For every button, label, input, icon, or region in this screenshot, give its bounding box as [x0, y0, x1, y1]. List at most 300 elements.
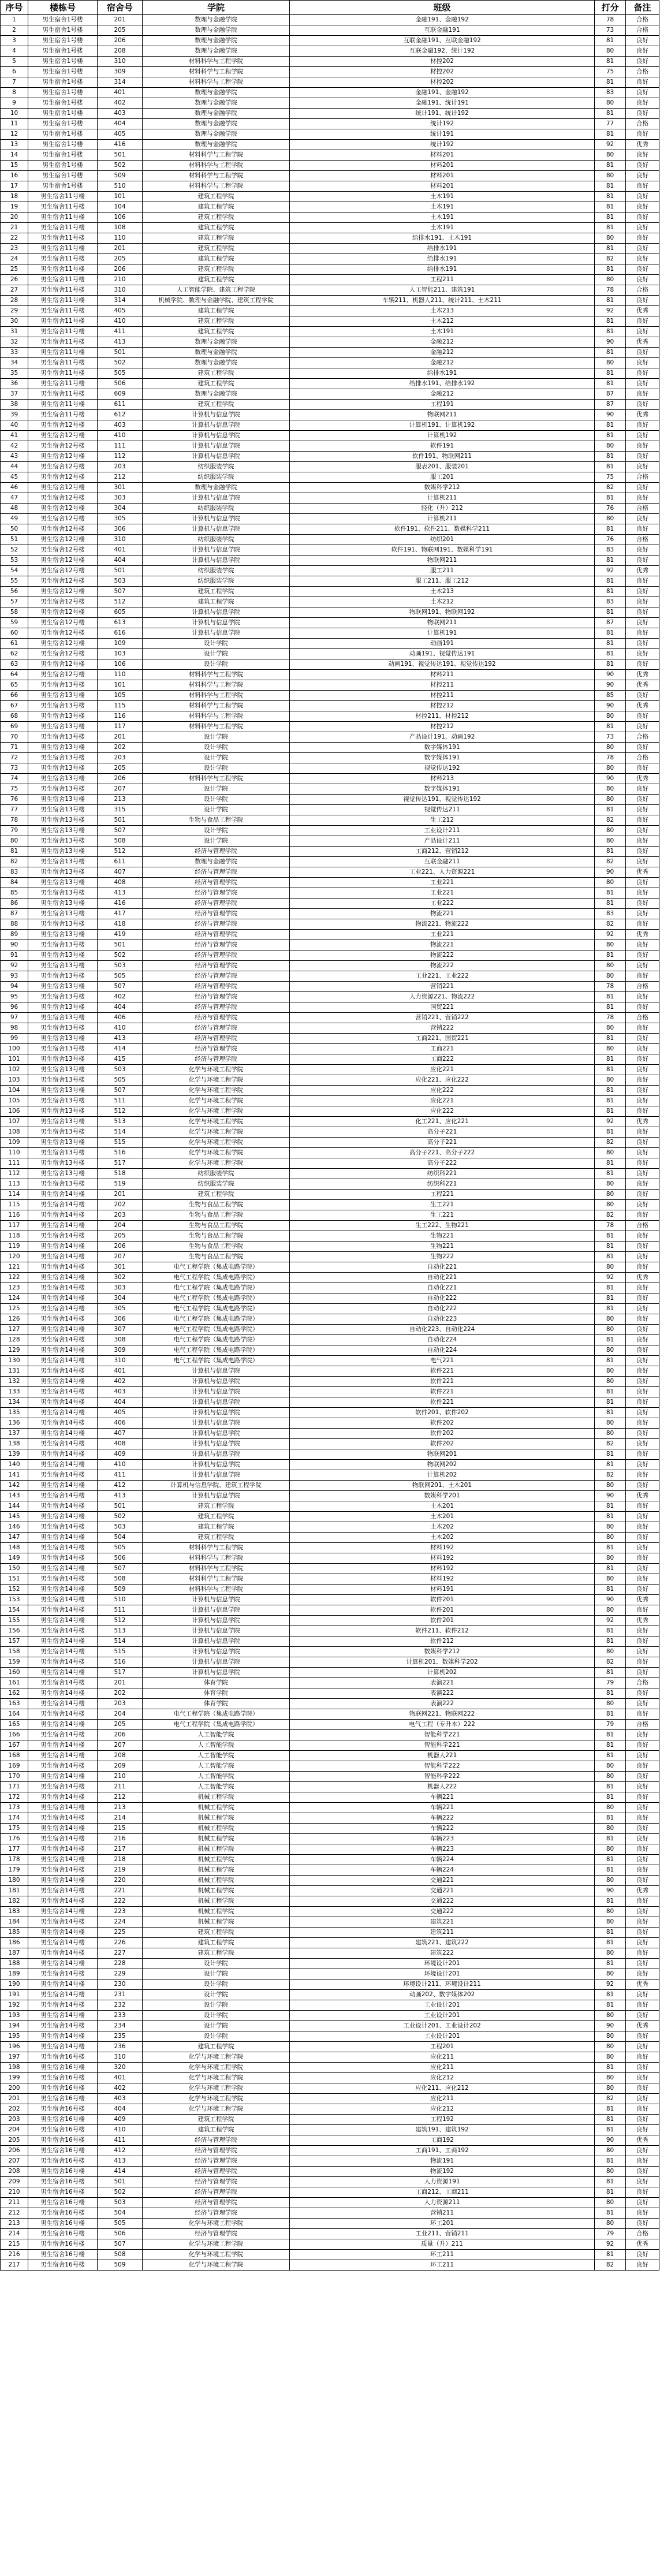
cell-college: 材料科学与工程学院 — [143, 680, 290, 691]
cell-college: 计算机与信息学院 — [143, 1605, 290, 1616]
cell-class: 工程221 — [290, 1190, 595, 1200]
cell-score: 82 — [595, 919, 626, 930]
cell-serial-number: 162 — [1, 1688, 28, 1699]
cell-class: 统计191、统计192 — [290, 109, 595, 119]
cell-score: 92 — [595, 566, 626, 576]
cell-remark: 良好 — [626, 836, 659, 847]
cell-building: 男生宿舍12号楼 — [28, 441, 98, 452]
cell-class: 计算机202 — [290, 1668, 595, 1678]
cell-building: 男生宿舍13号楼 — [28, 1138, 98, 1148]
cell-class: 材料192 — [290, 1564, 595, 1574]
cell-remark: 良好 — [626, 171, 659, 181]
cell-building: 男生宿舍14号楼 — [28, 1501, 98, 1512]
cell-class: 材料201 — [290, 171, 595, 181]
table-row — [1, 1564, 659, 1574]
cell-remark: 优秀 — [626, 701, 659, 711]
cell-room: 224 — [98, 1917, 143, 1928]
cell-remark: 良好 — [626, 1262, 659, 1273]
cell-room: 401 — [98, 88, 143, 98]
cell-college: 数理与金融学院 — [143, 857, 290, 867]
table-row — [1, 192, 659, 202]
cell-serial-number: 87 — [1, 909, 28, 919]
cell-room: 509 — [98, 2260, 143, 2271]
cell-room: 503 — [98, 961, 143, 971]
cell-class: 给排水191 — [290, 368, 595, 379]
table-row — [1, 1761, 659, 1772]
cell-college: 数理与金融学院 — [143, 389, 290, 400]
cell-room: 303 — [98, 493, 143, 504]
cell-serial-number: 22 — [1, 233, 28, 244]
cell-class: 环境设计201 — [290, 1959, 595, 1969]
cell-score: 81 — [595, 1751, 626, 1761]
cell-college: 计算机与信息学院 — [143, 1595, 290, 1605]
cell-college: 电气工程学院（集成电路学院） — [143, 1314, 290, 1325]
table-row — [1, 691, 659, 701]
cell-room: 408 — [98, 1439, 143, 1449]
cell-room: 413 — [98, 337, 143, 348]
cell-serial-number: 136 — [1, 1418, 28, 1429]
cell-remark: 良好 — [626, 431, 659, 441]
cell-room: 503 — [98, 1065, 143, 1075]
cell-score: 80 — [595, 2052, 626, 2063]
cell-class: 金融212 — [290, 389, 595, 400]
cell-college: 建筑工程学院 — [143, 264, 290, 275]
cell-serial-number: 196 — [1, 2042, 28, 2052]
cell-room: 205 — [98, 25, 143, 36]
cell-building: 男生宿舍16号楼 — [28, 2094, 98, 2104]
cell-serial-number: 82 — [1, 857, 28, 867]
cell-score: 81 — [595, 1397, 626, 1408]
cell-serial-number: 119 — [1, 1242, 28, 1252]
cell-score: 81 — [595, 161, 626, 171]
cell-room: 413 — [98, 1491, 143, 1501]
cell-class: 动画191 — [290, 639, 595, 649]
cell-remark: 合格 — [626, 1678, 659, 1688]
cell-score: 80 — [595, 1377, 626, 1387]
cell-score: 80 — [595, 1190, 626, 1200]
cell-serial-number: 183 — [1, 1907, 28, 1917]
cell-building: 男生宿舍14号楼 — [28, 1418, 98, 1429]
cell-remark: 良好 — [626, 1075, 659, 1086]
cell-college: 材料科学与工程学院 — [143, 1585, 290, 1595]
table-row — [1, 1865, 659, 1876]
cell-score: 80 — [595, 1044, 626, 1054]
cell-room: 201 — [98, 1678, 143, 1688]
cell-remark: 良好 — [626, 2104, 659, 2115]
cell-room: 405 — [98, 306, 143, 316]
cell-building: 男生宿舍13号楼 — [28, 1023, 98, 1034]
cell-score: 81 — [595, 1709, 626, 1720]
table-row — [1, 1730, 659, 1740]
cell-serial-number: 96 — [1, 1002, 28, 1013]
cell-class: 土木191 — [290, 213, 595, 223]
cell-remark: 良好 — [626, 1200, 659, 1210]
cell-class: 车辆211、机器人211、统计211、土木211 — [290, 296, 595, 306]
cell-college: 计算机与信息学院 — [143, 1647, 290, 1657]
cell-building: 男生宿舍11号楼 — [28, 410, 98, 420]
cell-building: 男生宿舍1号楼 — [28, 161, 98, 171]
table-row — [1, 1356, 659, 1366]
cell-class: 车辆222 — [290, 1813, 595, 1824]
cell-remark: 良好 — [626, 1138, 659, 1148]
cell-remark: 良好 — [626, 192, 659, 202]
cell-class: 软件191 — [290, 441, 595, 452]
cell-serial-number: 194 — [1, 2021, 28, 2031]
cell-remark: 良好 — [626, 1657, 659, 1668]
cell-serial-number: 172 — [1, 1792, 28, 1803]
cell-remark: 良好 — [626, 971, 659, 982]
cell-score: 81 — [595, 649, 626, 659]
cell-building: 男生宿舍13号楼 — [28, 992, 98, 1002]
cell-class: 软件191、物联网211 — [290, 452, 595, 462]
cell-score: 87 — [595, 618, 626, 628]
cell-college: 数理与金融学院 — [143, 25, 290, 36]
cell-score: 80 — [595, 1844, 626, 1855]
cell-serial-number: 93 — [1, 971, 28, 982]
cell-score: 81 — [595, 1688, 626, 1699]
cell-remark: 良好 — [626, 400, 659, 410]
cell-college: 计算机与信息学院 — [143, 1387, 290, 1397]
cell-remark: 良好 — [626, 1647, 659, 1657]
cell-score: 81 — [595, 181, 626, 192]
cell-college: 材料科学与工程学院 — [143, 171, 290, 181]
table-row — [1, 1740, 659, 1751]
cell-class: 物联网191、物联网192 — [290, 607, 595, 618]
cell-class: 材料211 — [290, 670, 595, 680]
cell-college: 材料科学与工程学院 — [143, 161, 290, 171]
cell-room: 509 — [98, 1585, 143, 1595]
cell-class: 车辆224 — [290, 1865, 595, 1876]
cell-class: 车辆223 — [290, 1844, 595, 1855]
cell-class: 工程201 — [290, 2042, 595, 2052]
cell-score: 81 — [595, 556, 626, 566]
cell-class: 互联金融191 — [290, 25, 595, 36]
cell-remark: 良好 — [626, 1824, 659, 1834]
table-row — [1, 815, 659, 826]
cell-room: 514 — [98, 1127, 143, 1138]
cell-class: 环工201 — [290, 2219, 595, 2229]
cell-room: 413 — [98, 1034, 143, 1044]
cell-building: 男生宿舍13号楼 — [28, 1096, 98, 1106]
cell-score: 78 — [595, 285, 626, 296]
cell-college: 计算机与信息学院 — [143, 493, 290, 504]
cell-remark: 良好 — [626, 1408, 659, 1418]
cell-room: 110 — [98, 233, 143, 244]
cell-college: 机械工程学院 — [143, 1803, 290, 1813]
cell-score: 80 — [595, 275, 626, 285]
cell-score: 80 — [595, 46, 626, 57]
cell-class: 视觉传达192 — [290, 763, 595, 774]
table-row — [1, 129, 659, 140]
cell-score: 92 — [595, 1979, 626, 1990]
cell-building: 男生宿舍14号楼 — [28, 1699, 98, 1709]
table-row — [1, 2083, 659, 2094]
cell-college: 体育学院 — [143, 1699, 290, 1709]
cell-room: 507 — [98, 587, 143, 597]
cell-serial-number: 158 — [1, 1647, 28, 1657]
cell-score: 80 — [595, 1699, 626, 1709]
cell-college: 设计学院 — [143, 639, 290, 649]
cell-college: 计算机与信息学院 — [143, 431, 290, 441]
cell-remark: 良好 — [626, 659, 659, 670]
cell-remark: 良好 — [626, 1179, 659, 1190]
cell-class: 土木202 — [290, 1522, 595, 1533]
cell-building: 男生宿舍14号楼 — [28, 1761, 98, 1772]
cell-room: 401 — [98, 545, 143, 556]
table-row — [1, 1688, 659, 1699]
cell-serial-number: 122 — [1, 1273, 28, 1283]
cell-class: 工商221、国贸221 — [290, 1034, 595, 1044]
table-row — [1, 1138, 659, 1148]
cell-class: 环工211 — [290, 2260, 595, 2271]
table-row — [1, 1460, 659, 1470]
cell-college: 建筑工程学院 — [143, 1190, 290, 1200]
cell-college: 设计学院 — [143, 743, 290, 753]
cell-serial-number: 140 — [1, 1460, 28, 1470]
cell-room: 219 — [98, 1865, 143, 1876]
cell-serial-number: 18 — [1, 192, 28, 202]
cell-room: 305 — [98, 1304, 143, 1314]
cell-remark: 良好 — [626, 1086, 659, 1096]
cell-serial-number: 148 — [1, 1543, 28, 1553]
cell-serial-number: 213 — [1, 2219, 28, 2229]
cell-room: 501 — [98, 566, 143, 576]
cell-score: 80 — [595, 1023, 626, 1034]
table-row — [1, 161, 659, 171]
cell-college: 计算机与信息学院 — [143, 1668, 290, 1678]
table-row — [1, 1720, 659, 1730]
cell-remark: 合格 — [626, 67, 659, 77]
cell-serial-number: 125 — [1, 1304, 28, 1314]
table-row — [1, 275, 659, 285]
cell-remark: 良好 — [626, 1106, 659, 1117]
cell-serial-number: 8 — [1, 88, 28, 98]
cell-building: 男生宿舍14号楼 — [28, 1449, 98, 1460]
table-row — [1, 46, 659, 57]
cell-class: 工业设计201 — [290, 2000, 595, 2011]
table-row — [1, 940, 659, 950]
table-row — [1, 2042, 659, 2052]
cell-class: 软件221 — [290, 1366, 595, 1377]
cell-college: 经济与管理学院 — [143, 930, 290, 940]
cell-serial-number: 204 — [1, 2125, 28, 2135]
cell-class: 纺织201 — [290, 535, 595, 545]
cell-college: 经济与管理学院 — [143, 2198, 290, 2208]
cell-college: 数理与金融学院 — [143, 483, 290, 493]
cell-score: 78 — [595, 15, 626, 25]
cell-college: 设计学院 — [143, 763, 290, 774]
cell-room: 502 — [98, 358, 143, 368]
cell-building: 男生宿舍11号楼 — [28, 379, 98, 389]
cell-class: 机器人222 — [290, 1782, 595, 1792]
cell-score: 81 — [595, 2115, 626, 2125]
cell-serial-number: 153 — [1, 1595, 28, 1605]
cell-room: 305 — [98, 514, 143, 524]
cell-class: 工商191、工商192 — [290, 2146, 595, 2156]
table-row — [1, 1127, 659, 1138]
cell-serial-number: 88 — [1, 919, 28, 930]
table-row — [1, 1844, 659, 1855]
cell-serial-number: 144 — [1, 1501, 28, 1512]
cell-college: 计算机与信息学院 — [143, 1377, 290, 1387]
cell-college: 电气工程学院（集成电路学院） — [143, 1709, 290, 1720]
cell-building: 男生宿舍13号楼 — [28, 1106, 98, 1117]
cell-room: 508 — [98, 1574, 143, 1585]
cell-class: 应化211 — [290, 2063, 595, 2073]
cell-serial-number: 103 — [1, 1075, 28, 1086]
cell-remark: 良好 — [626, 1356, 659, 1366]
cell-class: 自动化221 — [290, 1273, 595, 1283]
cell-building: 男生宿舍14号楼 — [28, 1616, 98, 1626]
cell-class: 软件191、物联网191、数媒科学191 — [290, 545, 595, 556]
cell-building: 男生宿舍11号楼 — [28, 202, 98, 213]
cell-class: 软件201 — [290, 1616, 595, 1626]
cell-score: 81 — [595, 1054, 626, 1065]
table-row — [1, 316, 659, 327]
cell-remark: 良好 — [626, 2177, 659, 2187]
cell-building: 男生宿舍1号楼 — [28, 171, 98, 181]
cell-score: 80 — [595, 1917, 626, 1928]
cell-class: 软件202 — [290, 1439, 595, 1449]
cell-college: 生物与食品工程学院 — [143, 1231, 290, 1242]
cell-room: 203 — [98, 753, 143, 763]
cell-score: 79 — [595, 1720, 626, 1730]
cell-serial-number: 120 — [1, 1252, 28, 1262]
cell-serial-number: 33 — [1, 348, 28, 358]
cell-college: 设计学院 — [143, 1959, 290, 1969]
table-row — [1, 649, 659, 659]
cell-building: 男生宿舍13号楼 — [28, 1179, 98, 1190]
cell-remark: 优秀 — [626, 140, 659, 150]
cell-serial-number: 166 — [1, 1730, 28, 1740]
cell-building: 男生宿舍14号楼 — [28, 1969, 98, 1979]
cell-score: 80 — [595, 826, 626, 836]
cell-serial-number: 69 — [1, 722, 28, 732]
header-serial-number: 序号 — [1, 1, 28, 15]
cell-remark: 良好 — [626, 514, 659, 524]
cell-score: 81 — [595, 348, 626, 358]
cell-room: 411 — [98, 2135, 143, 2146]
cell-room: 310 — [98, 285, 143, 296]
cell-room: 217 — [98, 1844, 143, 1855]
cell-room: 216 — [98, 1834, 143, 1844]
cell-room: 310 — [98, 1356, 143, 1366]
cell-remark: 优秀 — [626, 337, 659, 348]
cell-remark: 良好 — [626, 1283, 659, 1293]
table-row — [1, 1283, 659, 1293]
cell-room: 510 — [98, 181, 143, 192]
cell-serial-number: 108 — [1, 1127, 28, 1138]
cell-score: 90 — [595, 680, 626, 691]
cell-serial-number: 207 — [1, 2156, 28, 2167]
cell-college: 计算机与信息学院 — [143, 452, 290, 462]
cell-serial-number: 92 — [1, 961, 28, 971]
table-row — [1, 233, 659, 244]
cell-room: 505 — [98, 971, 143, 982]
cell-class: 产品设计211 — [290, 836, 595, 847]
cell-room: 315 — [98, 805, 143, 815]
cell-room: 502 — [98, 950, 143, 961]
cell-serial-number: 5 — [1, 57, 28, 67]
cell-class: 物联网202 — [290, 1460, 595, 1470]
cell-room: 314 — [98, 77, 143, 88]
cell-remark: 良好 — [626, 2156, 659, 2167]
cell-remark: 良好 — [626, 1429, 659, 1439]
cell-college: 机械工程学院 — [143, 1896, 290, 1907]
cell-room: 416 — [98, 899, 143, 909]
cell-remark: 良好 — [626, 181, 659, 192]
table-row — [1, 659, 659, 670]
cell-remark: 良好 — [626, 46, 659, 57]
table-row — [1, 535, 659, 545]
cell-college: 经济与管理学院 — [143, 940, 290, 950]
cell-class: 应化211 — [290, 2052, 595, 2063]
cell-college: 电气工程学院（集成电路学院） — [143, 1273, 290, 1283]
table-row — [1, 1990, 659, 2000]
cell-building: 男生宿舍13号楼 — [28, 1013, 98, 1023]
cell-class: 表演222 — [290, 1688, 595, 1699]
cell-room: 112 — [98, 452, 143, 462]
cell-college: 机械工程学院 — [143, 1886, 290, 1896]
cell-room: 506 — [98, 1553, 143, 1564]
cell-class: 材料201 — [290, 161, 595, 171]
cell-score: 80 — [595, 784, 626, 795]
table-row — [1, 1314, 659, 1325]
cell-building: 男生宿舍13号楼 — [28, 1065, 98, 1075]
cell-score: 81 — [595, 1740, 626, 1751]
table-row — [1, 1491, 659, 1501]
cell-college: 计算机与信息学院 — [143, 1449, 290, 1460]
table-row — [1, 2219, 659, 2229]
cell-room: 232 — [98, 2000, 143, 2011]
cell-building: 男生宿舍14号楼 — [28, 1626, 98, 1636]
cell-class: 计算机191 — [290, 628, 595, 639]
cell-class: 工商192 — [290, 2135, 595, 2146]
cell-building: 男生宿舍12号楼 — [28, 639, 98, 649]
cell-remark: 良好 — [626, 1564, 659, 1574]
table-row — [1, 25, 659, 36]
cell-remark: 良好 — [626, 950, 659, 961]
cell-remark: 良好 — [626, 576, 659, 587]
cell-class: 应化212 — [290, 2104, 595, 2115]
cell-class: 车辆221 — [290, 1792, 595, 1803]
cell-room: 205 — [98, 254, 143, 264]
cell-college: 生物与食品工程学院 — [143, 1242, 290, 1252]
cell-class: 应化221 — [290, 1096, 595, 1106]
cell-room: 213 — [98, 1803, 143, 1813]
cell-serial-number: 46 — [1, 483, 28, 493]
table-row — [1, 2115, 659, 2125]
cell-room: 402 — [98, 992, 143, 1002]
table-row — [1, 836, 659, 847]
table-row — [1, 1023, 659, 1034]
cell-room: 502 — [98, 2187, 143, 2198]
cell-room: 213 — [98, 795, 143, 805]
table-row — [1, 67, 659, 77]
table-row — [1, 982, 659, 992]
table-row — [1, 1543, 659, 1553]
table-row — [1, 670, 659, 680]
cell-remark: 良好 — [626, 805, 659, 815]
cell-class: 软件221 — [290, 1377, 595, 1387]
cell-class: 生物222 — [290, 1252, 595, 1262]
cell-room: 201 — [98, 1190, 143, 1200]
cell-serial-number: 44 — [1, 462, 28, 472]
table-row — [1, 1106, 659, 1117]
cell-serial-number: 12 — [1, 129, 28, 140]
cell-building: 男生宿舍13号楼 — [28, 680, 98, 691]
cell-building: 男生宿舍13号楼 — [28, 743, 98, 753]
